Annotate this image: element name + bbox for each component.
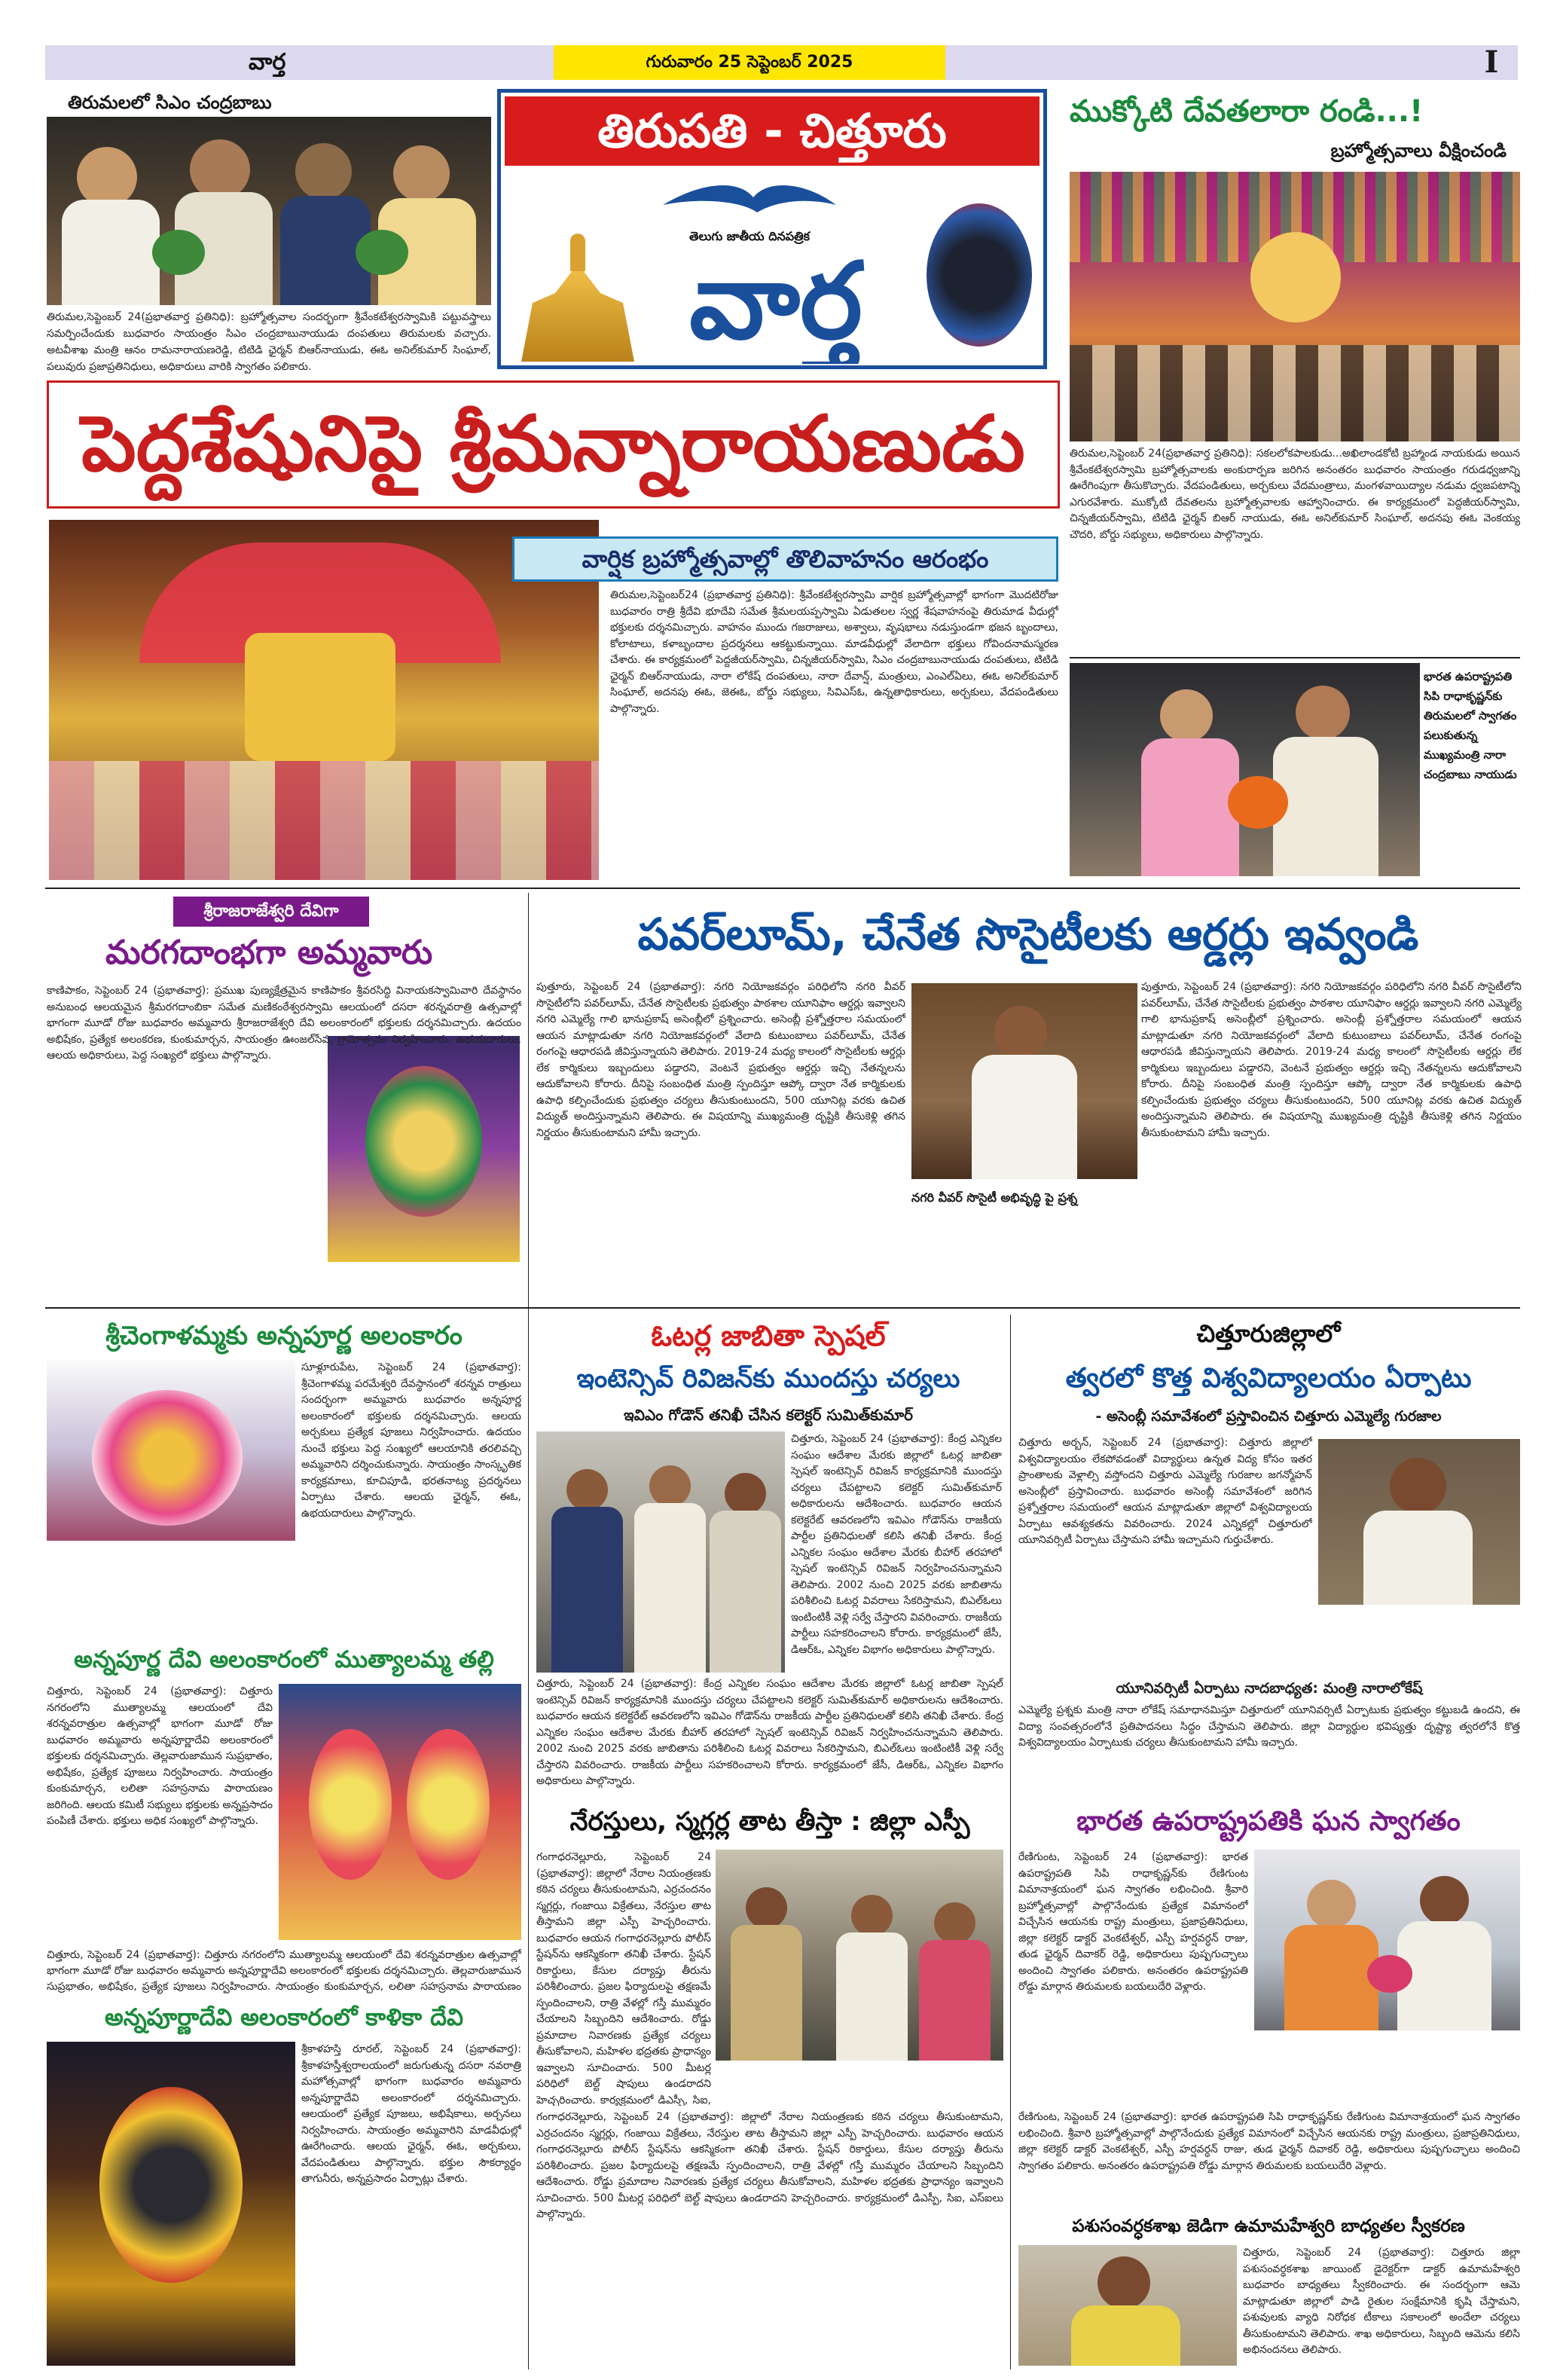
mutyalamma-photo [279, 1684, 521, 1940]
cm-story-text: తిరుమల,సెప్టెంబర్ 24(ప్రభాతవార్త ప్రతినిధి): బ్రహ్మోత్సవాల సందర్భంగా శ్రీవేంకటేశ్వరస్వామికి పట్టువస్త్రాలు సమర్పించేందుకు బుధవారం సాయంత్రం సిఎం చంద్రబాబునాయుడు దంపతులు తిరుమలకు వచ్చారు. అటవీశాఖ మంత్రి ఆనం రామనారాయణరెడ్డి, టిటిడి ఛైర్మన్ బిఆర్‌నాయుడు, ఈఓ అనిల్‌కుమార్ సింఘాల్, పలువురు ప్రజాప్రతినిధులు, అధికారులు వారికి స్వాగతం పలికారు. [47, 311, 491, 373]
margada-headline: మరగదాంభగా అమ్మవారు [105, 933, 433, 972]
vahana-subhead: వార్షిక బ్రహ్మోత్సవాల్లో తొలివాహనం ఆరంభం [582, 545, 989, 573]
university-subhead: - అసెంబ్లీ సమావేశంలో ప్రస్తావించిన చిత్తూరు ఎమ్మెల్యే గురజాల [1095, 1408, 1442, 1425]
powerloom-story-text: పుత్తూరు, సెప్టెంబర్ 24 (ప్రభాతవార్త): నగరి నియోజకవర్గం పరిధిలోని నగరి వీవర్ సొసైటీలోని పవర్‌లూమ్, చేనేత సొసైటీలకు ప్రభుత్వం పాఠశాల యూనిఫాం ఆర్డర్లు ఇవ్వాలని నగరి ఎమ్మెల్యే గాలి భానుప్రకాష్ అసెంబ్లీలో ప్రశ్నించారు. అసెంబ్లీ ప్రశ్నోత్తరాల సమయంలో ఆయన మాట్లాడుతూ నగరి నియోజకవర్గంలో వేలాది కుటుంబాలు పవర్‌లూమ్, చేనేత రంగంపై ఆధారపడి జీవిస్తున్నాయని తెలిపారు. 2019-24 మధ్య కాలంలో సొసైటీలకు ఆర్డర్లు లేక కార్మికులు ఇబ్బందులు పడ్డారని, వెంటనే ప్రభుత్వం ఆర్డర్లు ఇచ్చి నేతన్నలను ఆదుకోవాలని కోరారు. దీనిపై సంబంధిత మంత్రి స్పందిస్తూ ఆప్కో ద్వారా నేత కార్మికులకు ఉపాధి కల్పించేందుకు ప్రభుత్వం చర్యలు తీసుకుంటుందని, 500 యూనిట్ల వరకు ఉచిత విద్యుత్ అందిస్తున్నామని తెలిపారు. ఈ విషయాన్ని ముఖ్యమంత్రి దృష్టికి తీసుకెళ్లి తగిన నిర్ణయం తీసుకుంటామని హామీ ఇచ్చారు. [536, 981, 905, 1139]
mukkoti-divider [1070, 657, 1520, 658]
voters-headline-1: ఓటర్ల జాబితా స్పెషల్ [651, 1319, 886, 1352]
mukkoti-subhead: బ్రహ్మోత్సవాలు వీక్షించండి [1330, 140, 1507, 161]
edition-title: తిరుపతి - చిత్తూరు [597, 103, 947, 158]
university-kicker: చిత్తూరుజిల్లాలో [1196, 1319, 1341, 1348]
crime-photo [716, 1850, 1003, 2061]
chengalamma-story-text: సూళ్లూరుపేట, సెప్టెంబర్ 24 (ప్రభాతవార్త): శ్రీచెంగాళమ్మ పరమేశ్వరి దేవస్థానంలో శరన్నవ రాత్రులు సందర్భంగా అమ్మవారు బుధవారం అన్నపూర్ణ అలంకారంలో భక్తులకు దర్శనమిచ్చారు. ఆలయ అర్చకులు ప్రత్యేక పూజలు నిర్వహించారు. ఉదయం నుంచే భక్తులు పెద్ద సంఖ్యలో ఆలయానికి తరలివచ్చి అమ్మవారిని దర్శించుకున్నారు. సాయంత్రం సాంస్కృతిక కార్యక్రమాలు, కూచిపూడి, భరతనాట్య ప్రదర్శనలు ఏర్పాటు చేశారు. ఆలయ ఛైర్మన్, ఈఓ, ఉభయదారులు పాల్గొన్నారు. [301, 1361, 521, 1520]
voters-story-text: చిత్తూరు, సెప్టెంబర్ 24 (ప్రభాతవార్త): కేంద్ర ఎన్నికల సంఘం ఆదేశాల మేరకు జిల్లాలో ఓటర్ల జాబితా స్పెషల్ ఇంటెన్సివ్ రివిజన్ కార్యక్రమానికి ముందస్తు చర్యలు చేపట్టాలని కలెక్టర్ సుమిత్‌కుమార్ అధికారులను ఆదేశించారు. బుధవారం ఆయన కలెక్టరేట్ ఆవరణలోని ఇవిఎం గోడౌన్‌ను రాజకీయ పార్టీల ప్రతినిధులతో కలిసి తనిఖీ చేశారు. కేంద్ర ఎన్నికల సంఘం ఆదేశాల మేరకు బీహార్ తరహాలో స్పెషల్ ఇంటెన్సివ్ రివిజన్ నిర్వహించనున్నామని తెలిపారు. 2002 నుంచి 2025 వరకు జాబితాను పరిశీలించి ఓటర్ల వివరాలు సేకరిస్తామని, బిఎల్‌ఓలు ఇంటింటికీ వెళ్లి సర్వే చేస్తారని వివరించారు. రాజకీయ పార్టీలు సహకరించాలని కోరారు. కార్యక్రమంలో జేసీ, డిఆర్‌ఓ, ఎన్నికల విభాగం అధికారులు పాల్గొన్నారు. [791, 1433, 1002, 1656]
university-minister-head: యూనివర్సిటీ ఏర్పాటు నాదబాధ్యత: మంత్రి నారాలోకేష్ [1116, 1680, 1423, 1697]
powerloom-story-text-col: పుత్తూరు, సెప్టెంబర్ 24 (ప్రభాతవార్త): నగరి నియోజకవర్గం పరిధిలోని నగరి వీవర్ సొసైటీలోని పవర్‌లూమ్, చేనేత సొసైటీలకు ప్రభుత్వం పాఠశాల యూనిఫాం ఆర్డర్లు ఇవ్వాలని నగరి ఎమ్మెల్యే గాలి భానుప్రకాష్ అసెంబ్లీలో ప్రశ్నించారు. అసెంబ్లీ ప్రశ్నోత్తరాల సమయంలో ఆయన మాట్లాడుతూ నగరి నియోజకవర్గంలో వేలాది కుటుంబాలు పవర్‌లూమ్, చేనేత రంగంపై ఆధారపడి జీవిస్తున్నాయని తెలిపారు. 2019-24 మధ్య కాలంలో సొసైటీలకు ఆర్డర్లు లేక కార్మికులు ఇబ్బందులు పడ్డారని, వెంటనే ప్రభుత్వం ఆర్డర్లు ఇచ్చి నేతన్నలను ఆదుకోవాలని కోరారు. దీనిపై సంబంధిత మంత్రి స్పందిస్తూ ఆప్కో ద్వారా నేత కార్మికులకు ఉపాధి కల్పించేందుకు ప్రభుత్వం చర్యలు తీసుకుంటుందని, 500 యూనిట్ల వరకు ఉచిత విద్యుత్ అందిస్తున్నామని తెలిపారు. ఈ విషయాన్ని ముఖ్యమంత్రి దృష్టికి తీసుకెళ్లి తగిన నిర్ణయం తీసుకుంటామని హామీ ఇచ్చారు. [1141, 981, 1522, 1139]
cm-photo [47, 117, 491, 305]
voters-photo [536, 1431, 785, 1673]
masthead-small: వార్త [249, 49, 286, 75]
brand-tagline: తెలుగు జాతీయ దినపత్రిక [689, 229, 810, 243]
university-story-text-2: ఎమ్మెల్యే ప్రశ్నకు మంత్రి నారా లోకేష్ సమాధానమిస్తూ చిత్తూరులో యూనివర్సిటీ ఏర్పాటుకు ప్రభుత్వం కట్టుబడి ఉందని, ఈ విద్యా సంవత్సరంలోనే ప్రతిపాదనలు సిద్ధం చేస్తామని తెలిపారు. జిల్లా విద్యార్థుల భవిష్యత్తు దృష్ట్యా త్వరలోనే కొత్త విశ్వవిద్యాలయం ఏర్పాటుకు చర్యలు తీసుకుంటామని హామీ ఇచ్చారు. [1018, 1704, 1520, 1749]
issue-date: గురువారం 25 సెప్టెంబర్ 2025 [646, 53, 853, 72]
cm-label: తిరుమలలో సిఎం చంద్రబాబు [68, 92, 272, 113]
band-divider-1 [45, 888, 1520, 889]
powerloom-headline: పవర్‌లూమ్, చేనేత సొసైటీలకు ఆర్డర్లు ఇవ్వండి [637, 909, 1419, 960]
uma-headline: పశుసంవర్ధకశాఖ జెడిగా ఉమామహేశ్వరి బాధ్యతల స్వీకరణ [1072, 2217, 1465, 2236]
uma-story-text: చిత్తూరు, సెప్టెంబర్ 24 (ప్రభాతవార్త): చిత్తూరు జిల్లా పశుసంవర్ధకశాఖ జాయింట్ డైరెక్టర్‌గా డాక్టర్ ఉమామహేశ్వరి బుధవారం బాధ్యతలు స్వీకరించారు. ఈ సందర్భంగా ఆమె మాట్లాడుతూ జిల్లాలో పాడి రైతుల సంక్షేమానికి కృషి చేస్తామని, పశువులకు వ్యాధి నిరోధక టీకాలు సకాలంలో అందేలా చర్యలు తీసుకుంటామని తెలిపారు. శాఖ అధికారులు, సిబ్బంది ఆమెను కలిసి అభినందనలు తెలిపారు. [1243, 2247, 1520, 2356]
university-story-text: చిత్తూరు అర్బన్, సెప్టెంబర్ 24 (ప్రభాతవార్త): చిత్తూరు జిల్లాలో విశ్వవిద్యాలయం లేకపోవడంతో విద్యార్థులు ఉన్నత విద్య కోసం ఇతర ప్రాంతాలకు వెళ్లాల్సి వస్తోందని చిత్తూరు ఎమ్మెల్యే గురజాల జగన్మోహన్ అసెంబ్లీలో ప్రస్తావించారు. బుధవారం అసెంబ్లీ సమావేశంలో జరిగిన ప్రశ్నోత్తరాల సమయంలో ఆయన మాట్లాడుతూ జిల్లాలో విశ్వవిద్యాలయ ఏర్పాటు ఆవశ్యకతను వివరించారు. 2024 ఎన్నికల్లో చిత్తూరులో యూనివర్సిటీ ఏర్పాటు చేస్తామని హామీ ఇచ్చామని గుర్తుచేశారు. [1018, 1437, 1312, 1546]
vp-welcome-photo [1254, 1850, 1520, 2030]
kalika-photo [47, 2042, 295, 2366]
mukkoti-photo [1070, 172, 1520, 441]
mukkoti-headline: ముక్కోటి దేవతలారా రండి...! [1070, 94, 1424, 129]
university-photo [1318, 1439, 1520, 1605]
page-number: I [1484, 44, 1499, 80]
column-rule-left [528, 893, 529, 2369]
vp-welcome-story-text-2: రేణిగుంట, సెప్టెంబర్ 24 (ప్రభాతవార్త): భారత ఉపరాష్ట్రపతి సిపి రాధాకృష్ణన్‌కు రేణిగుంట విమానాశ్రయంలో ఘన స్వాగతం లభించింది. శ్రీవారి బ్రహ్మోత్సవాల్లో పాల్గొనేందుకు ప్రత్యేక విమానంలో విచ్చేసిన ఆయనకు రాష్ట్ర మంత్రులు, ప్రజాప్రతినిధులు, జిల్లా కలెక్టర్ డాక్టర్ వెంకటేశ్వర్, ఎస్పీ హర్షవర్ధన్ రాజు, తుడ ఛైర్మన్ దివాకర్ రెడ్డి, అధికారులు పుష్పగుచ్ఛాలు అందించి స్వాగతం పలికారు. అనంతరం ఉపరాష్ట్రపతి రోడ్డు మార్గాన తిరుమలకు బయలుదేరి వెళ్లారు. [1018, 2111, 1520, 2172]
crime-story-text-2: గంగాధరనెల్లూరు, సెప్టెంబర్ 24 (ప్రభాతవార్త): జిల్లాలో నేరాల నియంత్రణకు కఠిన చర్యలు తీసుకుంటామని, ఎర్రచందనం స్మగ్లర్లు, గంజాయి విక్రేతలు, నేరస్తుల తాట తీస్తామని జిల్లా ఎస్పీ హెచ్చరించారు. బుధవారం ఆయన గంగాధరనెల్లూరు పోలీస్ స్టేషన్‌ను ఆకస్మికంగా తనిఖీ చేశారు. స్టేషన్ రికార్డులు, కేసుల దర్యాప్తు తీరును పరిశీలించారు. ప్రజల ఫిర్యాదులపై తక్షణమే స్పందించాలని, రాత్రి వేళల్లో గస్తీ ముమ్మరం చేయాలని సిబ్బందిని ఆదేశించారు. రోడ్డు ప్రమాదాల నివారణకు ప్రత్యేక చర్యలు తీసుకోవాలని, మహిళల భద్రతకు ప్రాధాన్యం ఇవ్వాలని సూచించారు. 500 మీటర్ల పరిధిలో బెల్ట్ షాపులు ఉండరాదని హెచ్చరించారు. కార్యక్రమంలో డిఎస్పీ, సిఐ, ఎస్‌ఐలు పాల్గొన్నారు. [536, 2111, 1003, 2220]
powerloom-subhead: నగరి వీవర్ సొసైటీ అభివృద్ధి పై ప్రశ్న [911, 1190, 1078, 1205]
vp-photo-caption: భారత ఉపరాష్ట్రపతి సిపి రాధాకృష్ణన్‌కు తిరుమలలో స్వాగతం పలుకుతున్న ముఖ్యమంత్రి నారా చంద్రబాబు నాయుడు [1424, 670, 1517, 781]
mutyalamma-story-text: చిత్తూరు, సెప్టెంబర్ 24 (ప్రభాతవార్త): చిత్తూరు నగరంలోని ముత్యాలమ్మ ఆలయంలో దేవి శరన్నవరాత్రుల ఉత్సవాల్లో భాగంగా మూడో రోజు బుధవారం అమ్మవారు అన్నపూర్ణాదేవి అలంకారంలో భక్తులకు దర్శనమిచ్చారు. తెల్లవారుజామున సుప్రభాతం, అభిషేకం, ప్రత్యేక పూజలు నిర్వహించారు. సాయంత్రం కుంకుమార్చన, లలితా సహస్రనామ పారాయణం జరిగింది. ఆలయ కమిటీ సభ్యులు భక్తులకు అన్నప్రసాదం పంపిణీ చేశారు. భక్తులు అధిక సంఖ్యలో పాల్గొన్నారు. [47, 1685, 273, 1827]
chengalamma-photo [47, 1360, 295, 1541]
margada-story-text: కాణిపాకం, సెప్టెంబర్ 24 (ప్రభాతవార్త): ప్రముఖ పుణ్యక్షేత్రమైన కాణిపాకం శ్రీవరసిద్ధి వినాయకస్వామివారి దేవస్థానం అనుబంధ ఆలయమైన శ్రీమరగదాంబికా సమేత మణికంఠేశ్వరస్వామి ఆలయంలో దసరా శరన్నవరాత్రి ఉత్సవాల్లో భాగంగా మూడో రోజు బుధవారం అమ్మవారు శ్రీరాజరాజేశ్వరి దేవి అలంకారంలో భక్తులకు దర్శనమిచ్చారు. ఉదయం అభిషేకం, ప్రత్యేక అలంకరణ, కుంకుమార్చన, సాయంత్రం ఊంజల్‌సేవ, గ్రామోత్సవం నిర్వహించారు. ఉభయదారులు, ఆలయ అధికారులు, పెద్ద సంఖ్యలో భక్తులు పాల్గొన్నారు. [47, 985, 521, 1062]
temple-gopuram-image [506, 173, 649, 362]
powerloom-photo [911, 983, 1137, 1179]
vp-welcome-headline: భారత ఉపరాష్ట్రపతికి ఘన స్వాగతం [1076, 1806, 1461, 1837]
voters-headline-2: ఇంటెన్సివ్ రివిజన్‌కు ముందస్తు చర్యలు [576, 1364, 960, 1394]
vahana-story-text: తిరుమల,సెప్టెంబర్24 (ప్రభాతవార్త ప్రతినిధి): శ్రీవేంకటేశ్వరస్వామి వార్షిక బ్రహ్మోత్సవాల్లో భాగంగా మొదటిరోజు బుధవారం రాత్రి శ్రీదేవి భూదేవి సమేత శ్రీమలయప్పస్వామి ఏడుతలల స్వర్ణ శేషవాహనంపై తిరుమాడ వీధుల్లో భక్తులకు దర్శనమిచ్చారు. వాహనం ముందు గజరాజులు, అశ్వాలు, వృషభాలు నడుస్తుండగా భజన బృందాలు, కోలాటాలు, కళాబృందాల ప్రదర్శనలు ఆకట్టుకున్నాయి. మాడవీధుల్లో వేలాదిగా భక్తులు గోవిందనామస్మరణ చేశారు. ఈ కార్యక్రమంలో పెద్దజీయర్‌స్వామి, చిన్నజీయర్‌స్వామి, సిఎం చంద్రబాబునాయుడు దంపతులు, టిటిడి ఛైర్మన్ బిఆర్‌నాయుడు, నారా లోకేష్ దంపతులు, నారా దేవాన్ష్, మంత్రులు, ఎంఎల్‌ఏలు, ఈఓ అనిల్‌కుమార్ సింఘాల్, అదనపు ఈఓ, జెఈఓ, బోర్డు సభ్యులు, సివిఎస్‌ఓ, ఉన్నతాధికారులు, అర్చకులు, వేదపండితులు పాల్గొన్నారు. [610, 589, 1058, 715]
vahana-headline: పెద్దశేషునిపై శ్రీమన్నారాయణుడు [81, 399, 1025, 489]
brand-logo: వార్త [689, 240, 862, 363]
crime-headline: నేరస్తులు, స్మగ్లర్ల తాట తీస్తా : జిల్లా ఎస్పీ [569, 1807, 970, 1837]
kalika-story-text: శ్రీకాళహస్తి రూరల్, సెప్టెంబర్ 24 (ప్రభాతవార్త): శ్రీకాళహస్తీశ్వరాలయంలో జరుగుతున్న దసరా నవరాత్రి మహోత్సవాల్లో భాగంగా బుధవారం అమ్మవారు అన్నపూర్ణాదేవి అలంకారంలో దర్శనమిచ్చారు. ఆలయంలో ప్రత్యేక పూజలు, అభిషేకాలు, అర్చనలు నిర్వహించారు. సాయంత్రం అమ్మవారిని మాడవీధుల్లో ఊరేగించారు. ఆలయ ఛైర్మన్, ఈఓ, అర్చకులు, వేదపండితులు పాల్గొన్నారు. భక్తుల సౌకర్యార్థం తాగునీరు, అన్నప్రసాదం ఏర్పాట్లు చేశారు. [301, 2043, 521, 2185]
crime-story-text: గంగాధరనెల్లూరు, సెప్టెంబర్ 24 (ప్రభాతవార్త): జిల్లాలో నేరాల నియంత్రణకు కఠిన చర్యలు తీసుకుంటామని, ఎర్రచందనం స్మగ్లర్లు, గంజాయి విక్రేతలు, నేరస్తుల తాట తీస్తామని జిల్లా ఎస్పీ హెచ్చరించారు. బుధవారం ఆయన గంగాధరనెల్లూరు పోలీస్ స్టేషన్‌ను ఆకస్మికంగా తనిఖీ చేశారు. స్టేషన్ రికార్డులు, కేసుల దర్యాప్తు తీరును పరిశీలించారు. ప్రజల ఫిర్యాదులపై తక్షణమే స్పందించాలని, రాత్రి వేళల్లో గస్తీ ముమ్మరం చేయాలని సిబ్బందిని ఆదేశించారు. రోడ్డు ప్రమాదాల నివారణకు ప్రత్యేక చర్యలు తీసుకోవాలని, మహిళల భద్రతకు ప్రాధాన్యం ఇవ్వాలని సూచించారు. 500 మీటర్ల పరిధిలో బెల్ట్ షాపులు ఉండరాదని హెచ్చరించారు. కార్యక్రమంలో డిఎస్పీ, సిఐ, [536, 1851, 711, 2106]
margada-kicker: శ్రీరాజరాజేశ్వరి దేవిగా [203, 902, 339, 921]
mutyalamma-story-text-2: చిత్తూరు, సెప్టెంబర్ 24 (ప్రభాతవార్త): చిత్తూరు నగరంలోని ముత్యాలమ్మ ఆలయంలో దేవి శరన్నవరాత్రుల ఉత్సవాల్లో భాగంగా మూడో రోజు బుధవారం అమ్మవారు అన్నపూర్ణాదేవి అలంకారంలో భక్తులకు దర్శనమిచ్చారు. తెల్లవారుజామున సుప్రభాతం, అభిషేకం, ప్రత్యేక పూజలు నిర్వహించారు. సాయంత్రం కుంకుమార్చన, లలితా సహస్రనామ పారాయణం [47, 1949, 521, 1993]
university-headline: త్వరలో కొత్త విశ్వవిద్యాలయం ఏర్పాటు [1065, 1363, 1472, 1394]
kalika-headline: అన్నపూర్ణాదేవి అలంకారంలో కాళికా దేవి [104, 2004, 464, 2031]
mukkoti-story-text: తిరుమల,సెప్టెంబర్ 24(ప్రభాతవార్త ప్రతినిధి): సకలలోకపాలకుడు...అఖిలాండకోటి బ్రహ్మాండ నాయకుడు అయిన శ్రీవేంకటేశ్వరస్వామి బ్రహ్మోత్సవాలకు అంకురార్పణ జరిగిన అనంతరం బుధవారం సాయంత్రం గరుడధ్వజాన్ని ఊరేగింపుగా తీసుకొచ్చారు. వేదపండితులు, అర్చకులు వేదమంత్రాలు, మంగళవాయిద్యాల నడుమ ధ్వజపటాన్ని ఎగురవేశారు. ముక్కోటి దేవతలను బ్రహ్మోత్సవాలకు ఆహ్వానించారు. ఈ కార్యక్రమంలో పెద్దజీయర్‌స్వామి, చిన్నజీయర్‌స్వామి, టిటిడి ఛైర్మన్ బిఆర్ నాయుడు, ఈఓ అనిల్‌కుమార్ సింఘాల్, అదనపు ఈఓ వెంకయ్య చౌదరి, బోర్డు సభ్యులు, అధికారులు పాల్గొన్నారు. [1070, 448, 1520, 541]
vp-photo [1070, 663, 1420, 876]
dove-icon [655, 175, 844, 228]
voters-story-text-2: చిత్తూరు, సెప్టెంబర్ 24 (ప్రభాతవార్త): కేంద్ర ఎన్నికల సంఘం ఆదేశాల మేరకు జిల్లాలో ఓటర్ల జాబితా స్పెషల్ ఇంటెన్సివ్ రివిజన్ కార్యక్రమానికి ముందస్తు చర్యలు చేపట్టాలని కలెక్టర్ సుమిత్‌కుమార్ అధికారులను ఆదేశించారు. బుధవారం ఆయన కలెక్టరేట్ ఆవరణలోని ఇవిఎం గోడౌన్‌ను రాజకీయ పార్టీల ప్రతినిధులతో కలిసి తనిఖీ చేశారు. కేంద్ర ఎన్నికల సంఘం ఆదేశాల మేరకు బీహార్ తరహాలో స్పెషల్ ఇంటెన్సివ్ రివిజన్ నిర్వహించనున్నామని తెలిపారు. 2002 నుంచి 2025 వరకు జాబితాను పరిశీలించి ఓటర్ల వివరాలు సేకరిస్తామని, బిఎల్‌ఓలు ఇంటింటికీ వెళ్లి సర్వే చేస్తారని వివరించారు. రాజకీయ పార్టీలు సహకరించాలని కోరారు. కార్యక్రమంలో జేసీ, డిఆర్‌ఓ, ఎన్నికల విభాగం అధికారులు పాల్గొన్నారు. [536, 1678, 1003, 1787]
band-divider-2 [45, 1307, 1520, 1309]
vp-welcome-story-text: రేణిగుంట, సెప్టెంబర్ 24 (ప్రభాతవార్త): భారత ఉపరాష్ట్రపతి సిపి రాధాకృష్ణన్‌కు రేణిగుంట విమానాశ్రయంలో ఘన స్వాగతం లభించింది. శ్రీవారి బ్రహ్మోత్సవాల్లో పాల్గొనేందుకు ప్రత్యేక విమానంలో విచ్చేసిన ఆయనకు రాష్ట్ర మంత్రులు, ప్రజాప్రతినిధులు, జిల్లా కలెక్టర్ డాక్టర్ వెంకటేశ్వర్, ఎస్పీ హర్షవర్ధన్ రాజు, తుడ ఛైర్మన్ దివాకర్ రెడ్డి, అధికారులు పుష్పగుచ్ఛాలు అందించి స్వాగతం పలికారు. అనంతరం ఉపరాష్ట్రపతి రోడ్డు మార్గాన తిరుమలకు బయలుదేరి వెళ్లారు. [1018, 1851, 1248, 1993]
voters-subhead: ఇవిఎం గోడౌన్ తనిఖీ చేసిన కలెక్టర్ సుమిత్‌కుమార్ [624, 1406, 913, 1424]
column-rule-right [1010, 1315, 1011, 2369]
mutyalamma-headline: అన్నపూర్ణ దేవి అలంకారంలో ముత్యాలమ్మ తల్లి [74, 1646, 494, 1673]
uma-photo [1018, 2245, 1237, 2366]
deity-image [919, 173, 1040, 362]
chengalamma-headline: శ్రీచెంగాళమ్మకు అన్నపూర్ణ అలంకారం [105, 1321, 463, 1351]
